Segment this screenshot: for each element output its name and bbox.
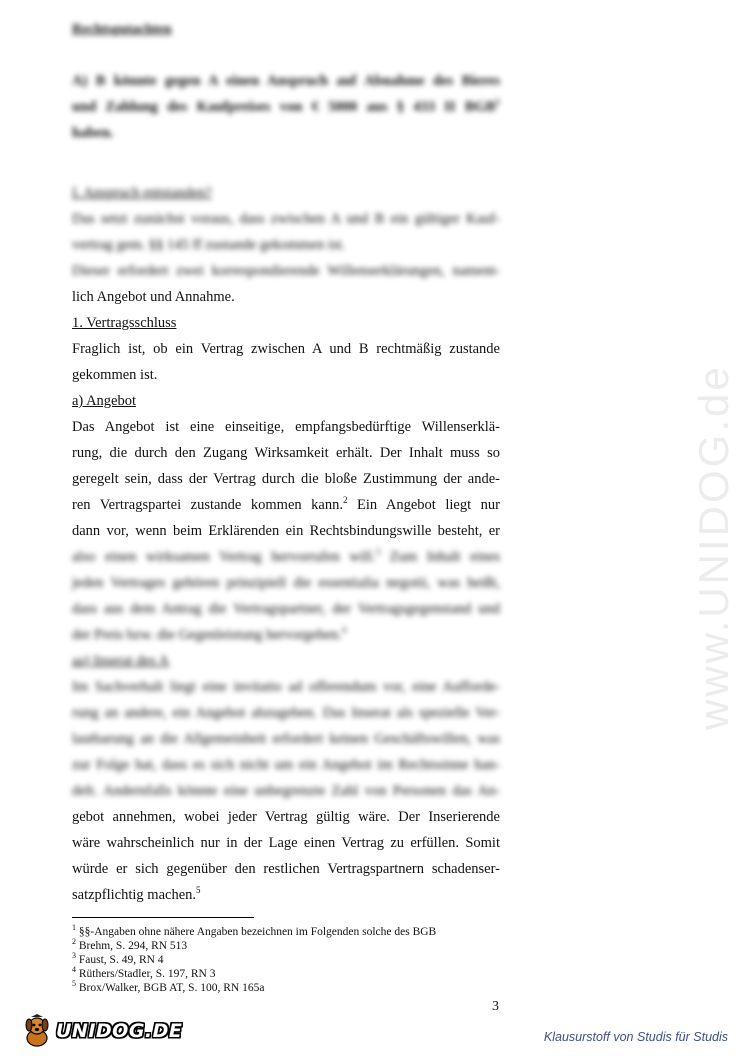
text-line: Im Sachverhalt liegt eine invitatio ad offerendum vor, eine Aufforde- [72,679,500,695]
footnote-ref: 5 [196,885,201,896]
text-line: geregelt sein, dass der Vertrag durch die bloße Zustimmung der ande- [72,471,500,487]
text-line: vertrag gem. §§ 145 ff zustande gekommen ist. [72,237,346,253]
text-line: delt. Andernfalls könnte eine unbegrenzte Zahl von Personen das An- [72,783,500,799]
text-line: rung, die durch den Zugang Wirksamkeit erhält. Der Inhalt muss so [72,445,500,461]
logo-text: UNIDOG.DE [56,1020,183,1042]
section-heading: I. Anspruch entstanden? [72,185,212,201]
document-heading: Rechtsgutachten [72,22,172,37]
watermark: www.UNIDOG.de [690,364,737,730]
text-line: wäre wahrscheinlich nur in der Lage einen Vertrag zu erfüllen. Somit [72,835,500,851]
text-line: gekommen ist. [72,367,158,383]
text-line: der Preis bzw. die Gegenleistung hervorgehen.$^4$ [72,625,347,643]
text-line: dass aus dem Antrag die Vertragspartner, der Vertragsgegenstand und [72,601,500,617]
subsection-heading: aa) Inserat des A [72,653,170,669]
intro-paragraph [72,206,500,310]
text-line: zur Folge hat, dass es sich nicht um ein Angebot im Rechtssinne han- [72,757,500,773]
title-line: haben. [72,125,114,141]
title-line: und Zahlung des Kaufpreises von € 5000 aus § 433 II BGB$^1$ [72,97,500,115]
text-line: würde er sich gegenüber den restlichen Vertragspartnern schadenser- [72,861,500,877]
text-line: lautbarung an die Allgemeinheit erfordert keinen Geschäftswillen, was [72,731,500,747]
text-line: lich Angebot und Annahme. [72,289,235,305]
document-body [72,18,500,908]
footnote: $^3$ Faust, S. 49, RN 4 [72,951,164,966]
dog-mascot-icon [22,1014,52,1048]
subsection-heading: a) Angebot [72,393,137,409]
text-line: also einen wirksamen Vertrag hervorrufen will.$^3$ Zum Inhalt eines [72,547,500,565]
text-line: dann vor, wenn beim Erklärenden ein Rechtsbindungswille besteht, er [72,523,500,539]
subsection-angebot [72,388,500,648]
footnote: $^4$ Rüthers/Stadler, S. 197, RN 3 [72,965,216,980]
page-number: 3 [492,999,499,1014]
footnote: $^5$ Brox/Walker, BGB AT, S. 100, RN 165a [72,979,265,994]
title-line: A) B könnte gegen A einen Anspruch auf Abnahme des Bieres [72,73,500,89]
text-line: Das Angebot ist eine einseitige, empfangsbedürftige Willenserklä- [72,419,500,435]
text-line: satzpflichtig machen.$^5$ [72,885,201,903]
footnote-ref: 2 [343,495,348,506]
footnote: $^2$ Brehm, S. 294, RN 513 [72,937,188,952]
text-line: Das setzt zunächst voraus, dass zwischen A und B ein gültiger Kauf- [72,211,500,227]
claim-title [72,68,500,146]
text-line: ren Vertragspartei zustande kommen kann.$^2$ Ein Angebot liegt nur [72,495,501,513]
footnotes [72,925,436,995]
subsection-heading: 1. Vertragsschluss [72,315,177,331]
subsection-inserat [72,648,500,908]
text-line: Fraglich ist, ob ein Vertrag zwischen A und B rechtmäßig zustande [72,341,500,357]
text-line: jeden Vertrages gehören prinzipiell die essentialia negotii, was heißt, [72,575,500,591]
text-line: gebot annehmen, wobei jeder Vertrag gültig wäre. Der Inserierende [72,809,500,825]
footnote-divider [72,917,254,918]
footnote: $^1$ §§-Angaben ohne nähere Angaben bezeichnen im Folgenden solche des BGB [72,923,437,938]
tagline: Klausurstoff von Studis für Studis [543,1030,728,1044]
unidog-logo[interactable] [22,1013,182,1049]
text-line: Dieser erfordert zwei korrespondierende Willenserklärungen, nament- [72,263,500,279]
text-line: rung an andere, ein Angebot abzugeben. Das Inserat als spezielle Ver- [72,705,500,721]
subsection-vertragsschluss [72,310,500,388]
